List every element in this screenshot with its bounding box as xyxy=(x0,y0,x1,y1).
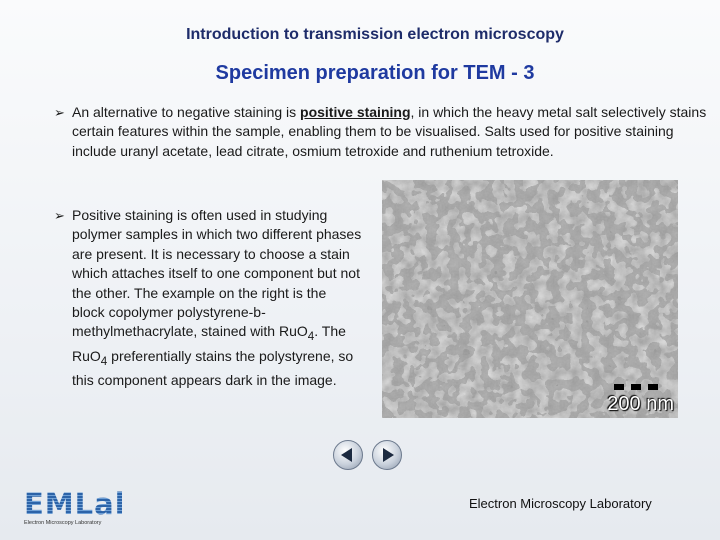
bullet2-text-3: preferentially stains the polystyrene, so this component appears dark in the image. xyxy=(72,347,354,388)
bullet1-text-before: An alternative to negative staining is xyxy=(72,104,301,120)
bullet2-text-2: . The Ru xyxy=(72,323,346,364)
footer-text: Electron Microscopy Laboratory xyxy=(469,496,652,511)
next-slide-button[interactable] xyxy=(372,440,402,470)
bullet2-o-2: O xyxy=(89,347,101,364)
previous-arrow-icon xyxy=(341,448,352,462)
bullet2-sub-1: 4 xyxy=(307,330,315,344)
logo-main-text: EMLab xyxy=(24,487,137,521)
tem-micrograph xyxy=(382,180,678,418)
logo-sub-text: Electron Microscopy Laboratory xyxy=(24,520,102,526)
next-arrow-icon xyxy=(383,448,394,462)
bullet1-emphasis: positive staining xyxy=(300,104,411,120)
previous-slide-button[interactable] xyxy=(333,440,363,470)
arrow-bullet-icon: ➢ xyxy=(54,208,65,223)
bullet2-o-1: O xyxy=(296,323,308,340)
bullet2-text-1: Positive staining is often used in studying polymer samples in which two different phases are present. It is necessary to choose a stain which attaches itself to one component but not the other. The example on the right is the block copolymer polystyrene-b-methylmethacrylate, stained with Ru xyxy=(72,207,362,340)
header-title: Introduction to transmission electron microscopy xyxy=(186,26,564,43)
bullet-positive-staining xyxy=(54,103,712,161)
bullet-polymer-samples xyxy=(54,206,362,390)
micrograph-texture xyxy=(382,180,678,418)
bullet1-text-after: , in which the heavy metal salt selectively stains certain features within the sample, enabling them to be visualised. Salts used for positive staining include uranyl acetate, lead citrate, osmium tetroxide and ruthenium tetroxide. xyxy=(72,104,707,159)
slide-title: Specimen preparation for TEM - 3 xyxy=(215,62,535,84)
emlab-logo xyxy=(24,487,137,528)
bullet2-sub-2: 4 xyxy=(100,354,108,368)
arrow-bullet-icon: ➢ xyxy=(54,105,65,120)
scale-label: 200 nm xyxy=(607,393,674,415)
scale-bar xyxy=(614,384,658,390)
